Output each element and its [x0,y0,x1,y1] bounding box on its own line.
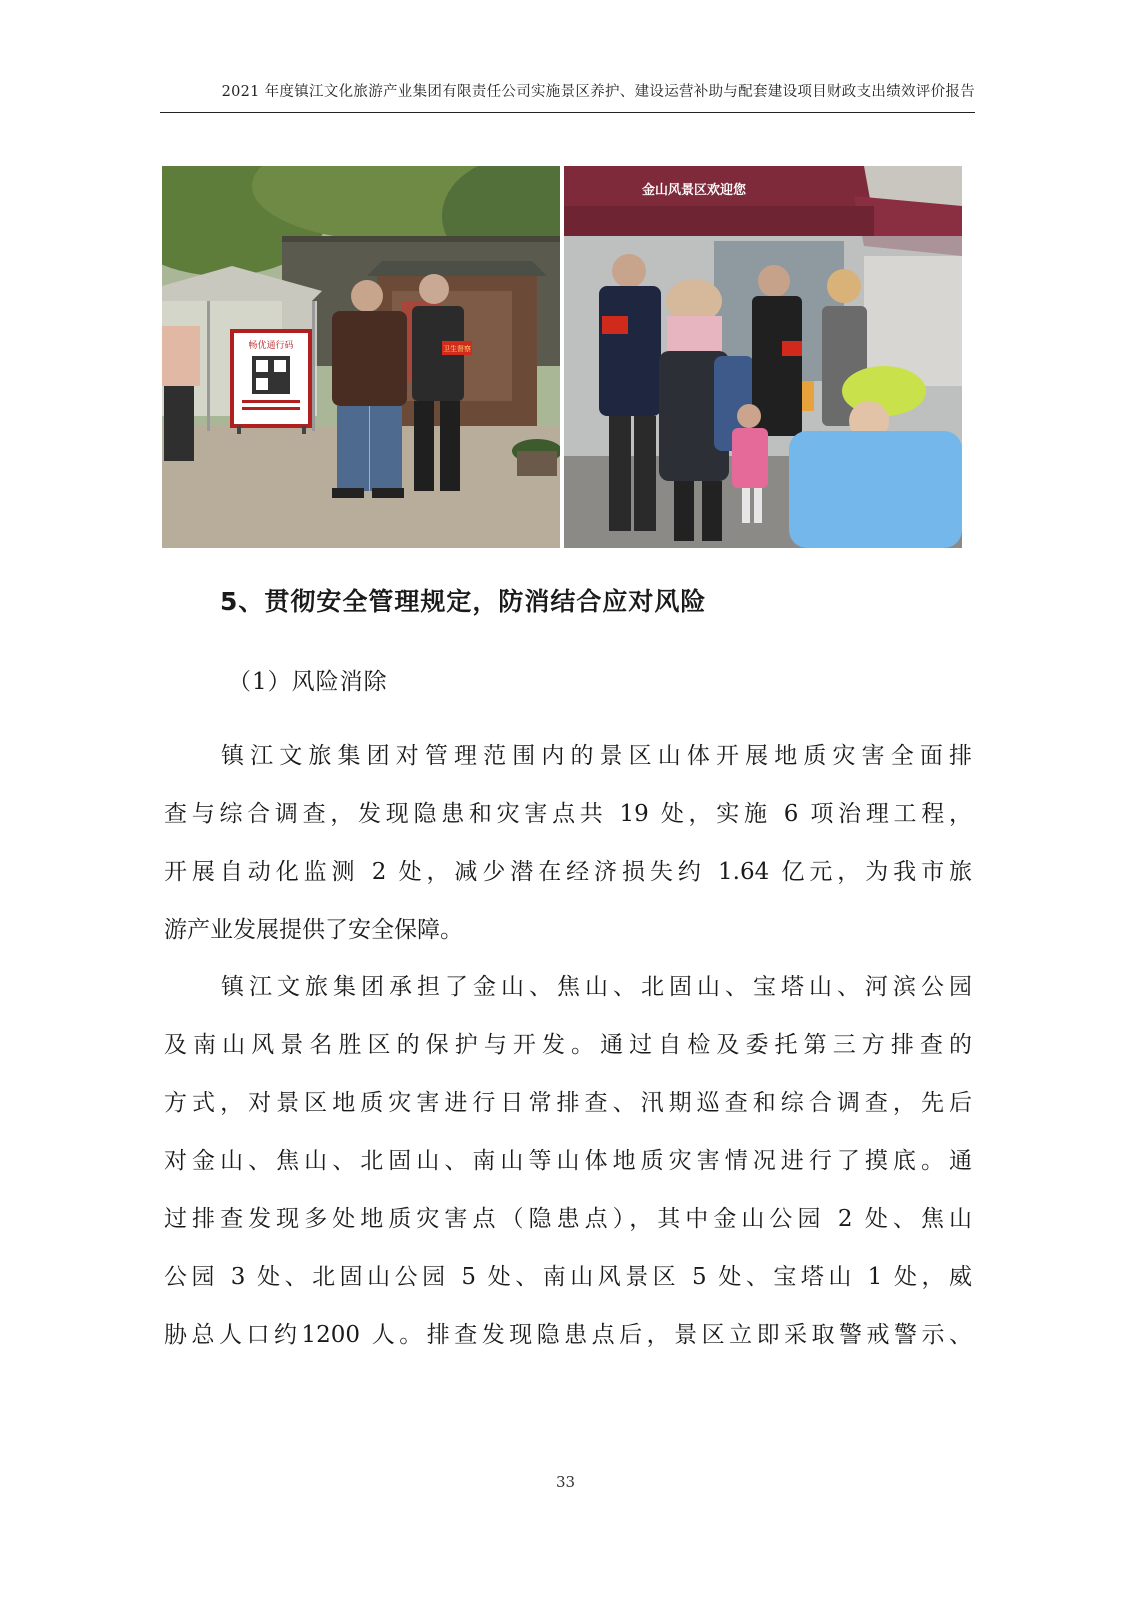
paragraph-line: 镇江文旅集团承担了金山、焦山、北固山、宝塔山、河滨公园 [221,974,972,1000]
paragraph-line: 镇江文旅集团对管理范围内的景区山体开展地质灾害全面排 [221,743,972,769]
armband-text: 卫生督察 [443,345,471,353]
paragraph-line: 胁总人口约1200 人。排查发现隐患点后，景区立即采取警戒警示、 [164,1322,972,1348]
running-header: 2021 年度镇江文化旅游产业集团有限责任公司实施景区养护、建设运营补助与配套建设项目财政支出绩效评价报告 [221,84,975,100]
paragraph-line: 公园 3 处、北固山公园 5 处、南山风景区 5 处、宝塔山 1 处，威 [164,1264,972,1290]
paragraph-scenic-areas [164,958,972,1364]
photo-jinshan-entrance [564,166,962,548]
paragraph-line: 开展自动化监测 2 处，减少潜在经济损失约 1.64 亿元，为我市旅 [164,859,972,885]
tent-banner: 金山风景区欢迎您 [641,183,747,198]
paragraph-risk-elimination [164,727,972,959]
paragraph-line: 游产业发展提供了安全保障。 [164,917,463,943]
paragraph-line: 查与综合调查，发现隐患和灾害点共 19 处，实施 6 项治理工程， [164,801,972,827]
section-heading: 5、贯彻安全管理规定，防消结合应对风险 [220,587,707,616]
subsection-heading: （1）风险消除 [228,669,388,695]
paragraph-line: 及南山风景名胜区的保护与开发。通过自检及委托第三方排查的 [164,1032,972,1058]
paragraph-line: 方式，对景区地质灾害进行日常排查、汛期巡查和综合调查，先后 [164,1090,972,1116]
paragraph-line: 对金山、焦山、北固山、南山等山体地质灾害情况进行了摸底。通 [164,1148,972,1174]
header-rule [160,112,975,113]
paragraph-line: 过排查发现多处地质灾害点（隐患点），其中金山公园 2 处、焦山 [164,1206,972,1232]
sign-title: 畅优通行码 [248,341,294,351]
photo-checkpoint-qr-sign [162,166,560,548]
page-number: 33 [555,1473,576,1491]
